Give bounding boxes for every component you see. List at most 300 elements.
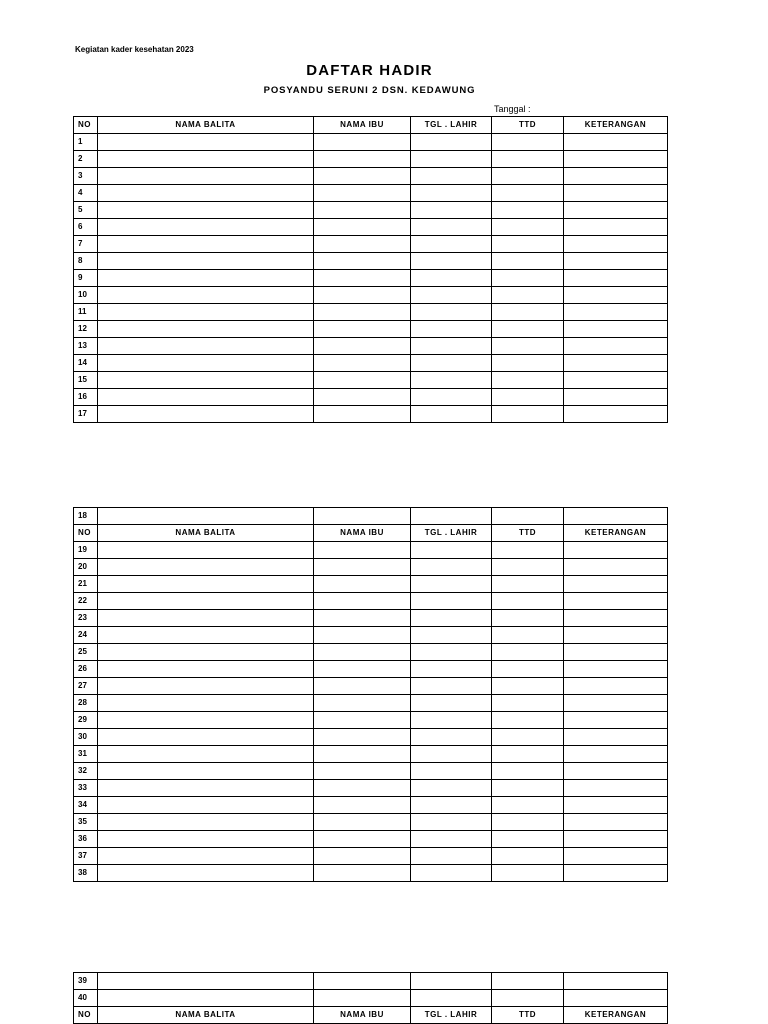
cell-ttd[interactable] bbox=[492, 338, 564, 355]
cell-nama-balita[interactable] bbox=[98, 168, 314, 185]
cell-keterangan[interactable] bbox=[564, 644, 668, 661]
cell-ttd[interactable] bbox=[492, 746, 564, 763]
cell-keterangan[interactable] bbox=[564, 576, 668, 593]
cell-keterangan[interactable] bbox=[564, 338, 668, 355]
cell-tgl-lahir[interactable] bbox=[411, 678, 492, 695]
cell-keterangan[interactable] bbox=[564, 355, 668, 372]
cell-nama-ibu[interactable] bbox=[314, 253, 411, 270]
cell-tgl-lahir[interactable] bbox=[411, 865, 492, 882]
document-title: DAFTAR HADIR bbox=[306, 62, 433, 79]
header-col-ttd: TTD bbox=[492, 117, 564, 134]
cell-nama-ibu[interactable] bbox=[314, 134, 411, 151]
cell-tgl-lahir[interactable] bbox=[411, 661, 492, 678]
attendance-table-3 bbox=[73, 972, 668, 1024]
cell-keterangan[interactable] bbox=[564, 236, 668, 253]
row-number: 35 bbox=[74, 814, 98, 831]
cell-nama-balita[interactable] bbox=[98, 406, 314, 423]
cell-tgl-lahir[interactable] bbox=[411, 134, 492, 151]
header-col-no: NO bbox=[74, 117, 98, 134]
cell-nama-balita[interactable] bbox=[98, 746, 314, 763]
cell-nama-balita[interactable] bbox=[98, 678, 314, 695]
cell-tgl-lahir[interactable] bbox=[411, 542, 492, 559]
cell-ttd[interactable] bbox=[492, 508, 564, 525]
header-col-no: NO bbox=[74, 1007, 98, 1024]
cell-nama-ibu[interactable] bbox=[314, 406, 411, 423]
cell-nama-ibu[interactable] bbox=[314, 610, 411, 627]
cell-keterangan[interactable] bbox=[564, 151, 668, 168]
table-row bbox=[74, 729, 668, 746]
cell-nama-ibu[interactable] bbox=[314, 304, 411, 321]
cell-ttd[interactable] bbox=[492, 644, 564, 661]
table-row bbox=[74, 287, 668, 304]
row-number: 40 bbox=[74, 990, 98, 1007]
cell-ttd[interactable] bbox=[492, 678, 564, 695]
cell-ttd[interactable] bbox=[492, 185, 564, 202]
cell-nama-ibu[interactable] bbox=[314, 973, 411, 990]
cell-nama-balita[interactable] bbox=[98, 610, 314, 627]
cell-keterangan[interactable] bbox=[564, 973, 668, 990]
cell-ttd[interactable] bbox=[492, 542, 564, 559]
cell-keterangan[interactable] bbox=[564, 831, 668, 848]
row-number: 5 bbox=[74, 202, 98, 219]
row-number: 17 bbox=[74, 406, 98, 423]
cell-nama-ibu[interactable] bbox=[314, 814, 411, 831]
cell-tgl-lahir[interactable] bbox=[411, 168, 492, 185]
cell-nama-ibu[interactable] bbox=[314, 990, 411, 1007]
cell-nama-balita[interactable] bbox=[98, 814, 314, 831]
table-row bbox=[74, 559, 668, 576]
cell-keterangan[interactable] bbox=[564, 559, 668, 576]
cell-nama-balita[interactable] bbox=[98, 865, 314, 882]
cell-tgl-lahir[interactable] bbox=[411, 797, 492, 814]
cell-keterangan[interactable] bbox=[564, 542, 668, 559]
row-number: 25 bbox=[74, 644, 98, 661]
table-row bbox=[74, 695, 668, 712]
cell-tgl-lahir[interactable] bbox=[411, 576, 492, 593]
cell-nama-ibu[interactable] bbox=[314, 627, 411, 644]
table-row bbox=[74, 508, 668, 525]
cell-tgl-lahir[interactable] bbox=[411, 763, 492, 780]
cell-nama-balita[interactable] bbox=[98, 712, 314, 729]
cell-tgl-lahir[interactable] bbox=[411, 990, 492, 1007]
table-row bbox=[74, 848, 668, 865]
cell-nama-balita[interactable] bbox=[98, 270, 314, 287]
cell-ttd[interactable] bbox=[492, 406, 564, 423]
cell-keterangan[interactable] bbox=[564, 372, 668, 389]
row-number: 31 bbox=[74, 746, 98, 763]
cell-keterangan[interactable] bbox=[564, 185, 668, 202]
table-row bbox=[74, 797, 668, 814]
table-row bbox=[74, 627, 668, 644]
table-row bbox=[74, 134, 668, 151]
cell-nama-ibu[interactable] bbox=[314, 287, 411, 304]
row-number: 16 bbox=[74, 389, 98, 406]
cell-tgl-lahir[interactable] bbox=[411, 593, 492, 610]
cell-nama-balita[interactable] bbox=[98, 559, 314, 576]
cell-tgl-lahir[interactable] bbox=[411, 202, 492, 219]
cell-ttd[interactable] bbox=[492, 236, 564, 253]
row-number: 2 bbox=[74, 151, 98, 168]
cell-nama-balita[interactable] bbox=[98, 780, 314, 797]
cell-ttd[interactable] bbox=[492, 134, 564, 151]
cell-tgl-lahir[interactable] bbox=[411, 185, 492, 202]
cell-tgl-lahir[interactable] bbox=[411, 219, 492, 236]
table-row bbox=[74, 593, 668, 610]
cell-tgl-lahir[interactable] bbox=[411, 287, 492, 304]
cell-tgl-lahir[interactable] bbox=[411, 729, 492, 746]
row-number: 19 bbox=[74, 542, 98, 559]
table-row bbox=[74, 865, 668, 882]
cell-keterangan[interactable] bbox=[564, 729, 668, 746]
cell-keterangan[interactable] bbox=[564, 678, 668, 695]
row-number: 23 bbox=[74, 610, 98, 627]
cell-nama-ibu[interactable] bbox=[314, 695, 411, 712]
table-row bbox=[74, 372, 668, 389]
table-row bbox=[74, 678, 668, 695]
table-row bbox=[74, 304, 668, 321]
cell-nama-balita[interactable] bbox=[98, 304, 314, 321]
row-number: 37 bbox=[74, 848, 98, 865]
cell-ttd[interactable] bbox=[492, 973, 564, 990]
cell-nama-balita[interactable] bbox=[98, 797, 314, 814]
row-number: 1 bbox=[74, 134, 98, 151]
row-number: 26 bbox=[74, 661, 98, 678]
table-row bbox=[74, 661, 668, 678]
table-row bbox=[74, 576, 668, 593]
cell-nama-ibu[interactable] bbox=[314, 236, 411, 253]
header-col-tgl-lahir: TGL . LAHIR bbox=[411, 1007, 492, 1024]
cell-nama-ibu[interactable] bbox=[314, 372, 411, 389]
table-row bbox=[74, 168, 668, 185]
cell-nama-ibu[interactable] bbox=[314, 746, 411, 763]
cell-ttd[interactable] bbox=[492, 763, 564, 780]
cell-nama-ibu[interactable] bbox=[314, 168, 411, 185]
header-col-tgl-lahir: TGL . LAHIR bbox=[411, 525, 492, 542]
cell-keterangan[interactable] bbox=[564, 321, 668, 338]
table-header-row bbox=[74, 1007, 668, 1024]
header-col-nama-balita: NAMA BALITA bbox=[98, 1007, 314, 1024]
row-number: 7 bbox=[74, 236, 98, 253]
cell-nama-ibu[interactable] bbox=[314, 151, 411, 168]
cell-keterangan[interactable] bbox=[564, 202, 668, 219]
cell-keterangan[interactable] bbox=[564, 661, 668, 678]
cell-ttd[interactable] bbox=[492, 990, 564, 1007]
cell-nama-ibu[interactable] bbox=[314, 202, 411, 219]
header-col-keterangan: KETERANGAN bbox=[564, 117, 668, 134]
header-col-keterangan: KETERANGAN bbox=[564, 1007, 668, 1024]
row-number: 8 bbox=[74, 253, 98, 270]
row-number: 11 bbox=[74, 304, 98, 321]
row-number: 18 bbox=[74, 508, 98, 525]
table-row bbox=[74, 610, 668, 627]
cell-ttd[interactable] bbox=[492, 695, 564, 712]
table-row bbox=[74, 355, 668, 372]
cell-nama-balita[interactable] bbox=[98, 576, 314, 593]
cell-keterangan[interactable] bbox=[564, 865, 668, 882]
cell-nama-balita[interactable] bbox=[98, 253, 314, 270]
cell-nama-balita[interactable] bbox=[98, 729, 314, 746]
row-number: 3 bbox=[74, 168, 98, 185]
cell-tgl-lahir[interactable] bbox=[411, 372, 492, 389]
table-row bbox=[74, 219, 668, 236]
cell-nama-ibu[interactable] bbox=[314, 559, 411, 576]
row-number: 32 bbox=[74, 763, 98, 780]
cell-tgl-lahir[interactable] bbox=[411, 253, 492, 270]
cell-nama-balita[interactable] bbox=[98, 202, 314, 219]
cell-nama-balita[interactable] bbox=[98, 644, 314, 661]
cell-nama-ibu[interactable] bbox=[314, 678, 411, 695]
table-row bbox=[74, 202, 668, 219]
cell-ttd[interactable] bbox=[492, 661, 564, 678]
header-col-no: NO bbox=[74, 525, 98, 542]
cell-ttd[interactable] bbox=[492, 576, 564, 593]
row-number: 13 bbox=[74, 338, 98, 355]
row-number: 24 bbox=[74, 627, 98, 644]
cell-ttd[interactable] bbox=[492, 865, 564, 882]
cell-nama-balita[interactable] bbox=[98, 219, 314, 236]
cell-tgl-lahir[interactable] bbox=[411, 746, 492, 763]
cell-nama-ibu[interactable] bbox=[314, 270, 411, 287]
row-number: 39 bbox=[74, 973, 98, 990]
cell-nama-ibu[interactable] bbox=[314, 219, 411, 236]
cell-ttd[interactable] bbox=[492, 848, 564, 865]
cell-nama-balita[interactable] bbox=[98, 542, 314, 559]
cell-keterangan[interactable] bbox=[564, 406, 668, 423]
row-number: 6 bbox=[74, 219, 98, 236]
table-row bbox=[74, 321, 668, 338]
cell-nama-ibu[interactable] bbox=[314, 542, 411, 559]
cell-tgl-lahir[interactable] bbox=[411, 236, 492, 253]
cell-tgl-lahir[interactable] bbox=[411, 151, 492, 168]
cell-keterangan[interactable] bbox=[564, 593, 668, 610]
cell-tgl-lahir[interactable] bbox=[411, 559, 492, 576]
cell-nama-balita[interactable] bbox=[98, 627, 314, 644]
cell-nama-ibu[interactable] bbox=[314, 185, 411, 202]
cell-keterangan[interactable] bbox=[564, 253, 668, 270]
cell-tgl-lahir[interactable] bbox=[411, 355, 492, 372]
cell-keterangan[interactable] bbox=[564, 797, 668, 814]
cell-keterangan[interactable] bbox=[564, 746, 668, 763]
row-number: 22 bbox=[74, 593, 98, 610]
row-number: 21 bbox=[74, 576, 98, 593]
table-row bbox=[74, 746, 668, 763]
cell-nama-ibu[interactable] bbox=[314, 712, 411, 729]
table-row bbox=[74, 338, 668, 355]
cell-ttd[interactable] bbox=[492, 287, 564, 304]
cell-tgl-lahir[interactable] bbox=[411, 695, 492, 712]
cell-keterangan[interactable] bbox=[564, 270, 668, 287]
cell-keterangan[interactable] bbox=[564, 287, 668, 304]
cell-nama-balita[interactable] bbox=[98, 321, 314, 338]
row-number: 36 bbox=[74, 831, 98, 848]
cell-tgl-lahir[interactable] bbox=[411, 973, 492, 990]
cell-tgl-lahir[interactable] bbox=[411, 848, 492, 865]
cell-ttd[interactable] bbox=[492, 270, 564, 287]
header-col-nama-ibu: NAMA IBU bbox=[314, 525, 411, 542]
cell-nama-balita[interactable] bbox=[98, 389, 314, 406]
cell-nama-balita[interactable] bbox=[98, 763, 314, 780]
cell-nama-balita[interactable] bbox=[98, 848, 314, 865]
cell-keterangan[interactable] bbox=[564, 508, 668, 525]
cell-nama-balita[interactable] bbox=[98, 355, 314, 372]
cell-tgl-lahir[interactable] bbox=[411, 644, 492, 661]
cell-nama-balita[interactable] bbox=[98, 151, 314, 168]
table-row bbox=[74, 973, 668, 990]
cell-ttd[interactable] bbox=[492, 151, 564, 168]
attendance-table-2 bbox=[73, 507, 668, 882]
cell-tgl-lahir[interactable] bbox=[411, 338, 492, 355]
header-col-nama-ibu: NAMA IBU bbox=[314, 117, 411, 134]
row-number: 34 bbox=[74, 797, 98, 814]
cell-ttd[interactable] bbox=[492, 202, 564, 219]
cell-nama-ibu[interactable] bbox=[314, 661, 411, 678]
row-number: 28 bbox=[74, 695, 98, 712]
document-top-note: Kegiatan kader kesehatan 2023 bbox=[75, 45, 194, 54]
cell-nama-ibu[interactable] bbox=[314, 848, 411, 865]
cell-nama-ibu[interactable] bbox=[314, 389, 411, 406]
cell-tgl-lahir[interactable] bbox=[411, 508, 492, 525]
cell-nama-balita[interactable] bbox=[98, 185, 314, 202]
cell-ttd[interactable] bbox=[492, 712, 564, 729]
cell-ttd[interactable] bbox=[492, 814, 564, 831]
cell-nama-balita[interactable] bbox=[98, 236, 314, 253]
table-row bbox=[74, 990, 668, 1007]
cell-ttd[interactable] bbox=[492, 729, 564, 746]
cell-nama-ibu[interactable] bbox=[314, 763, 411, 780]
cell-keterangan[interactable] bbox=[564, 304, 668, 321]
cell-keterangan[interactable] bbox=[564, 695, 668, 712]
cell-ttd[interactable] bbox=[492, 253, 564, 270]
row-number: 27 bbox=[74, 678, 98, 695]
cell-nama-balita[interactable] bbox=[98, 372, 314, 389]
table-row bbox=[74, 406, 668, 423]
cell-nama-ibu[interactable] bbox=[314, 831, 411, 848]
cell-ttd[interactable] bbox=[492, 559, 564, 576]
cell-nama-ibu[interactable] bbox=[314, 797, 411, 814]
cell-keterangan[interactable] bbox=[564, 763, 668, 780]
table-header-row bbox=[74, 117, 668, 134]
cell-ttd[interactable] bbox=[492, 627, 564, 644]
cell-ttd[interactable] bbox=[492, 355, 564, 372]
row-number: 10 bbox=[74, 287, 98, 304]
cell-nama-ibu[interactable] bbox=[314, 865, 411, 882]
cell-nama-balita[interactable] bbox=[98, 287, 314, 304]
table-row bbox=[74, 763, 668, 780]
cell-ttd[interactable] bbox=[492, 831, 564, 848]
cell-nama-ibu[interactable] bbox=[314, 508, 411, 525]
cell-nama-balita[interactable] bbox=[98, 831, 314, 848]
table-row bbox=[74, 236, 668, 253]
cell-keterangan[interactable] bbox=[564, 610, 668, 627]
cell-tgl-lahir[interactable] bbox=[411, 627, 492, 644]
cell-nama-balita[interactable] bbox=[98, 593, 314, 610]
cell-ttd[interactable] bbox=[492, 780, 564, 797]
cell-tgl-lahir[interactable] bbox=[411, 270, 492, 287]
cell-keterangan[interactable] bbox=[564, 848, 668, 865]
row-number: 29 bbox=[74, 712, 98, 729]
cell-keterangan[interactable] bbox=[564, 168, 668, 185]
cell-keterangan[interactable] bbox=[564, 814, 668, 831]
date-label: Tanggal : bbox=[494, 104, 531, 114]
cell-keterangan[interactable] bbox=[564, 712, 668, 729]
header-col-nama-balita: NAMA BALITA bbox=[98, 525, 314, 542]
cell-tgl-lahir[interactable] bbox=[411, 712, 492, 729]
cell-ttd[interactable] bbox=[492, 372, 564, 389]
row-number: 30 bbox=[74, 729, 98, 746]
cell-tgl-lahir[interactable] bbox=[411, 304, 492, 321]
cell-nama-ibu[interactable] bbox=[314, 355, 411, 372]
cell-nama-ibu[interactable] bbox=[314, 321, 411, 338]
cell-ttd[interactable] bbox=[492, 219, 564, 236]
cell-ttd[interactable] bbox=[492, 168, 564, 185]
cell-nama-ibu[interactable] bbox=[314, 644, 411, 661]
cell-keterangan[interactable] bbox=[564, 389, 668, 406]
cell-ttd[interactable] bbox=[492, 797, 564, 814]
cell-nama-ibu[interactable] bbox=[314, 576, 411, 593]
cell-ttd[interactable] bbox=[492, 304, 564, 321]
cell-ttd[interactable] bbox=[492, 593, 564, 610]
cell-tgl-lahir[interactable] bbox=[411, 780, 492, 797]
cell-tgl-lahir[interactable] bbox=[411, 389, 492, 406]
cell-nama-balita[interactable] bbox=[98, 695, 314, 712]
table-row bbox=[74, 270, 668, 287]
table-row bbox=[74, 542, 668, 559]
cell-tgl-lahir[interactable] bbox=[411, 610, 492, 627]
cell-keterangan[interactable] bbox=[564, 780, 668, 797]
cell-nama-ibu[interactable] bbox=[314, 780, 411, 797]
cell-ttd[interactable] bbox=[492, 610, 564, 627]
row-number: 14 bbox=[74, 355, 98, 372]
cell-keterangan[interactable] bbox=[564, 990, 668, 1007]
cell-tgl-lahir[interactable] bbox=[411, 321, 492, 338]
row-number: 20 bbox=[74, 559, 98, 576]
cell-ttd[interactable] bbox=[492, 321, 564, 338]
row-number: 38 bbox=[74, 865, 98, 882]
cell-nama-balita[interactable] bbox=[98, 661, 314, 678]
table-row bbox=[74, 253, 668, 270]
attendance-table-1 bbox=[73, 116, 668, 423]
header-col-nama-balita: NAMA BALITA bbox=[98, 117, 314, 134]
cell-ttd[interactable] bbox=[492, 389, 564, 406]
row-number: 4 bbox=[74, 185, 98, 202]
header-col-tgl-lahir: TGL . LAHIR bbox=[411, 117, 492, 134]
cell-nama-ibu[interactable] bbox=[314, 593, 411, 610]
row-number: 33 bbox=[74, 780, 98, 797]
table-row bbox=[74, 831, 668, 848]
cell-keterangan[interactable] bbox=[564, 134, 668, 151]
cell-nama-balita[interactable] bbox=[98, 134, 314, 151]
table-row bbox=[74, 151, 668, 168]
cell-tgl-lahir[interactable] bbox=[411, 831, 492, 848]
row-number: 15 bbox=[74, 372, 98, 389]
table-header-row bbox=[74, 525, 668, 542]
row-number: 12 bbox=[74, 321, 98, 338]
cell-nama-balita[interactable] bbox=[98, 973, 314, 990]
table-row bbox=[74, 644, 668, 661]
cell-nama-balita[interactable] bbox=[98, 338, 314, 355]
cell-tgl-lahir[interactable] bbox=[411, 814, 492, 831]
cell-nama-ibu[interactable] bbox=[314, 729, 411, 746]
header-col-ttd: TTD bbox=[492, 525, 564, 542]
table-row bbox=[74, 780, 668, 797]
table-row bbox=[74, 712, 668, 729]
cell-nama-balita[interactable] bbox=[98, 990, 314, 1007]
cell-tgl-lahir[interactable] bbox=[411, 406, 492, 423]
cell-keterangan[interactable] bbox=[564, 627, 668, 644]
cell-nama-balita[interactable] bbox=[98, 508, 314, 525]
cell-keterangan[interactable] bbox=[564, 219, 668, 236]
cell-nama-ibu[interactable] bbox=[314, 338, 411, 355]
